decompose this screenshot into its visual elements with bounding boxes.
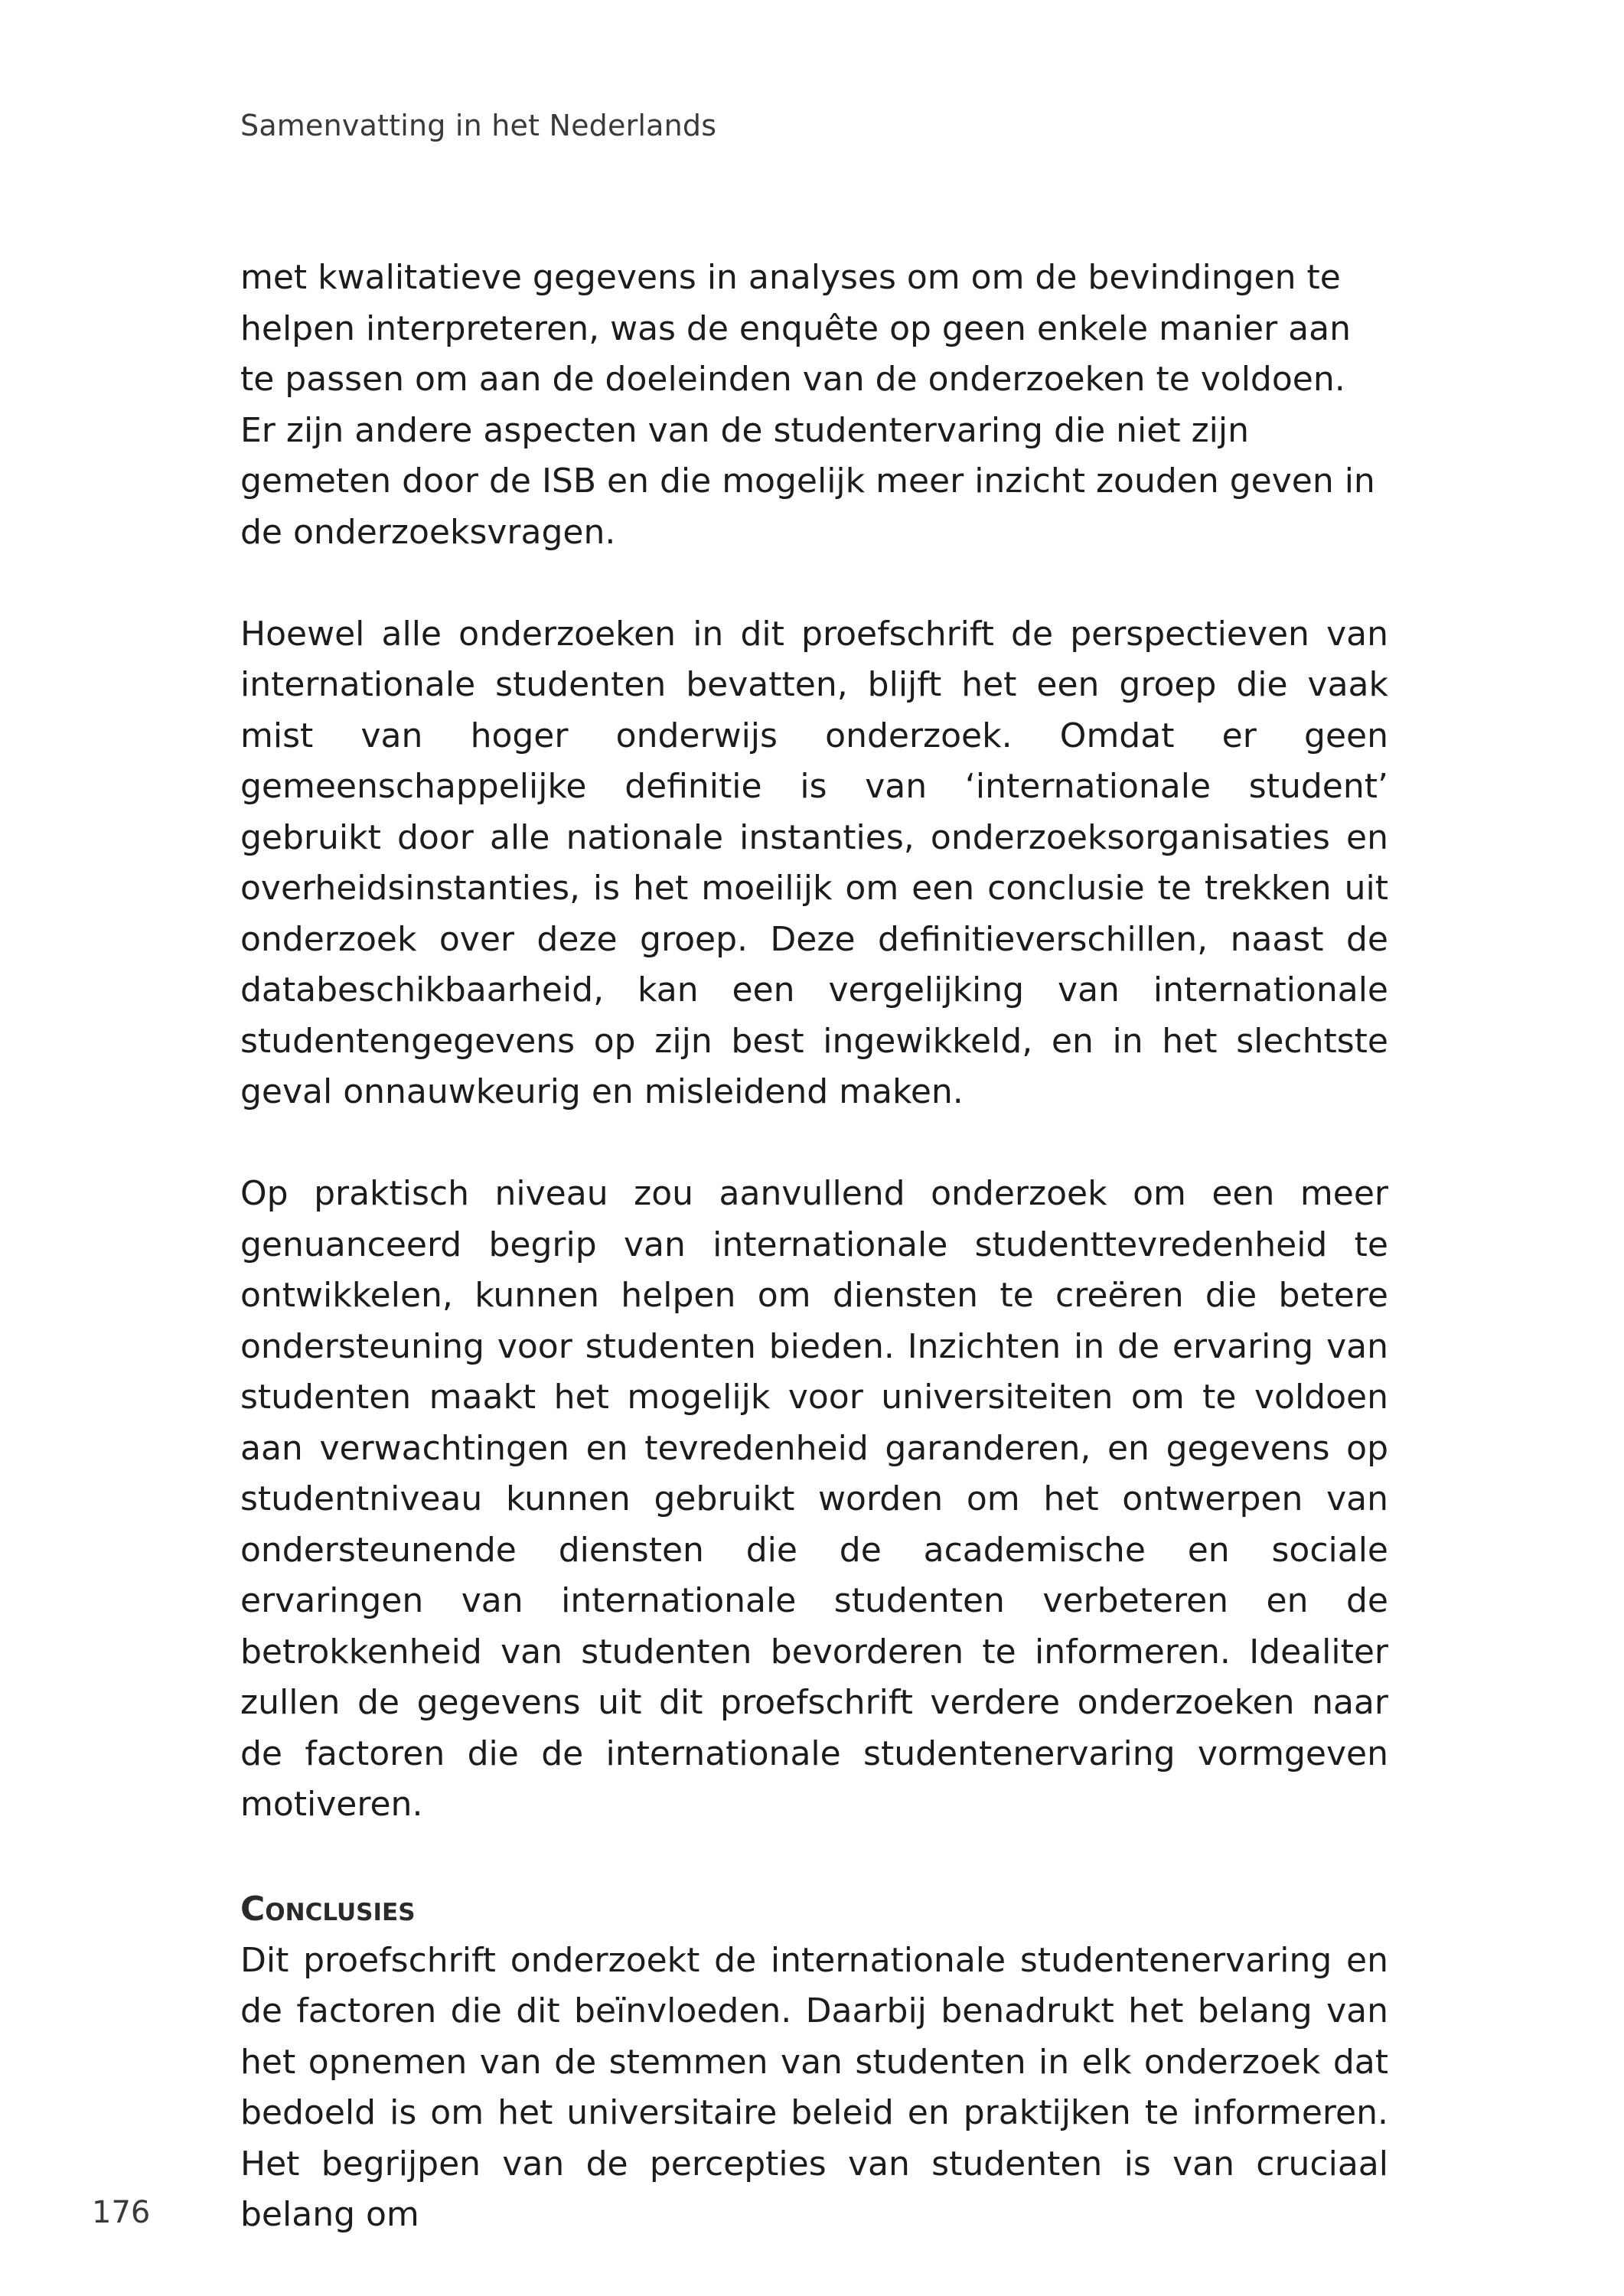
page-number: 176	[92, 2195, 151, 2230]
section-heading-conclusies: Conclusies	[240, 1890, 416, 1929]
paragraph-international-students: Hoewel alle onderzoeken in dit proefschrift de perspectieven van internationale studenten bevatten, blijft het een groep die vaak mist van hoger onderwijs onderzoek. Omdat er geen gemeenschappelijke definitie is van ‘internationale student’ gebruikt door alle nationale instanties, onderzoeksorganisaties en overheidsinstanties, is het moeilijk om een conclusie te trekken uit onderzoek over deze groep. Deze definitieverschillen, naast de databeschikbaarheid, kan een vergelijking van internationale studentengegevens op zijn best ingewikkeld, en in het slechtste geval onnauwkeurig en misleidend maken.	[240, 614, 1388, 1111]
body-text	[240, 253, 1388, 2241]
paragraph-conclusions: Dit proefschrift onderzoekt de internationale studentenervaring en de factoren die dit beïnvloeden. Daarbij benadrukt het belang van het opnemen van de stemmen van studenten in elk onderzoek dat bedoeld is om het universitaire beleid en praktijken te informeren. Het begrijpen van de percepties van studenten is van cruciaal belang om	[240, 1940, 1388, 2234]
paragraph-practical-level: Op praktisch niveau zou aanvullend onderzoek om een meer genuanceerd begrip van internationale studenttevredenheid te ontwikkelen, kunnen helpen om diensten te creëren die betere ondersteuning voor studenten bieden. Inzichten in de ervaring van studenten maakt het mogelijk voor universiteiten om te voldoen aan verwachtingen en tevredenheid garanderen, en gegevens op studentniveau kunnen gebruikt worden om het ontwerpen van ondersteunende diensten die de academische en sociale ervaringen van internationale studenten verbeteren en de betrokkenheid van studenten bevorderen te informeren. Idealiter zullen de gegevens uit dit proefschrift verdere onderzoeken naar de factoren die de internationale studentenervaring vormgeven motiveren.	[240, 1174, 1388, 1824]
running-header: Samenvatting in het Nederlands	[240, 109, 717, 142]
paragraph-continuation: met kwalitatieve gegevens in analyses om om de bevindingen te helpen interpreteren, was de enquête op geen enkele manier aan te passen om aan de doeleinden van de onderzoeken te voldoen. Er zijn andere aspecten van de studentervaring die niet zijn gemeten door de ISB en die mogelijk meer inzicht zouden geven in de onderzoeksvragen.	[240, 258, 1375, 552]
